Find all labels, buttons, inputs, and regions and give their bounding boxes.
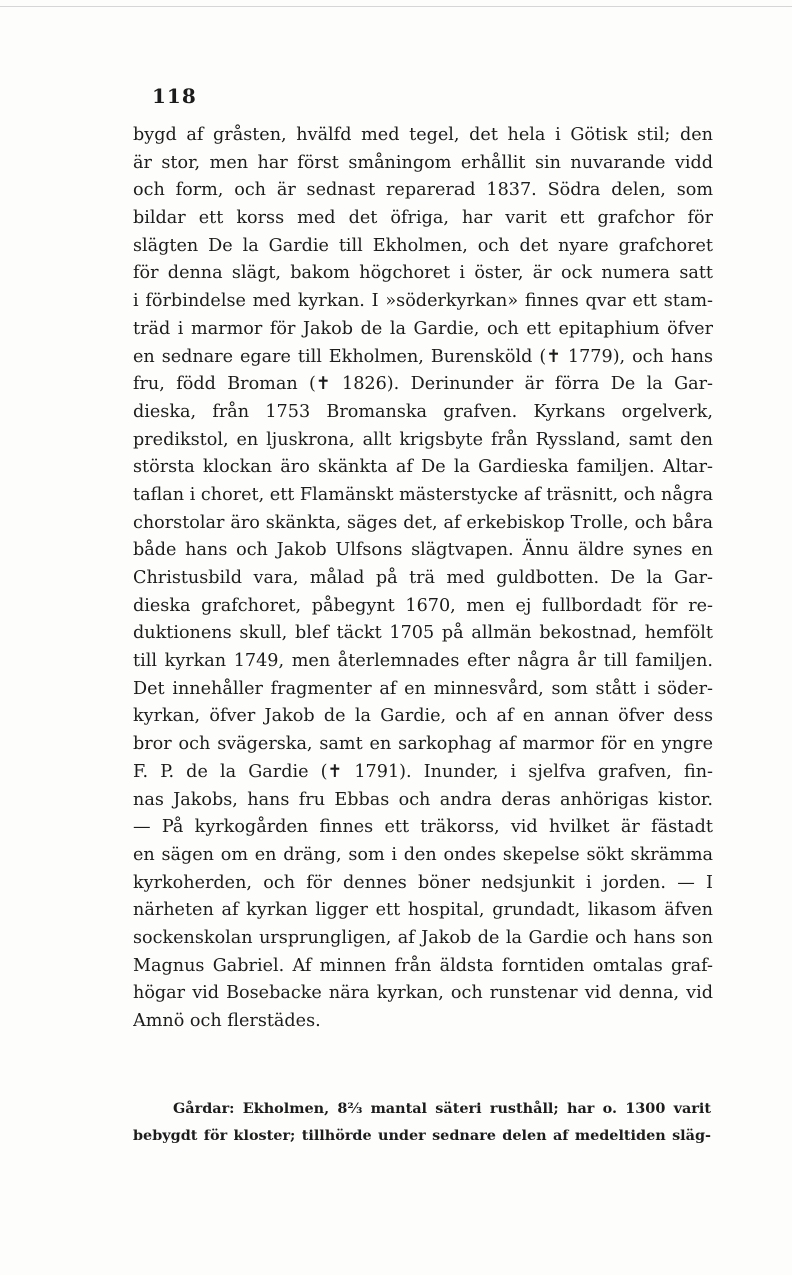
text-line: dieska, från 1753 Bromanska grafven. Kyrkans orgelverk, (133, 401, 713, 422)
text-line: både hans och Jakob Ulfsons slägtvapen. Ännu äldre synes en (133, 540, 713, 561)
text-line: till kyrkan 1749, men återlemnades efter några år till familjen. (133, 651, 713, 672)
body-text (133, 122, 713, 1036)
text-line: Det innehåller fragmenter af en minnesvård, som stått i söder- (133, 678, 713, 699)
text-line: närheten af kyrkan ligger ett hospital, grundadt, likasom äfven (133, 900, 713, 921)
text-line: slägten De la Gardie till Ekholmen, och det nyare grafchoret (133, 235, 713, 256)
footnote-line: Gårdar: Ekholmen, 8⅔ mantal säteri rusthåll; har o. 1300 varit (173, 1100, 711, 1117)
footnote-line: bebygdt för kloster; tillhörde under sednare delen af medeltiden släg- (133, 1127, 711, 1144)
text-line: i förbindelse med kyrkan. I »söderkyrkan» finnes qvar ett stam- (133, 291, 713, 312)
text-line: F. P. de la Gardie (✝ 1791). Inunder, i sjelfva grafven, fin- (133, 761, 713, 782)
footnote (133, 1095, 711, 1149)
text-line: bygd af gråsten, hvälfd med tegel, det hela i Götisk stil; den (133, 125, 713, 145)
text-line: — På kyrkogården finnes ett träkorss, vid hvilket är fästadt (133, 817, 713, 838)
text-line: för denna slägt, bakom högchoret i öster, är ock numera satt (133, 263, 713, 284)
text-line: bildar ett korss med det öfriga, har varit ett grafchor för (133, 208, 713, 229)
text-line: duktionens skull, blef täckt 1705 på allmän bekostnad, hemfölt (133, 623, 713, 644)
text-line: bror och svägerska, samt en sarkophag af marmor för en yngre (133, 734, 713, 755)
text-line: sockenskolan ursprungligen, af Jakob de la Gardie och hans son (133, 927, 713, 948)
text-line: största klockan äro skänkta af De la Gardieska familjen. Altar- (133, 457, 713, 478)
text-line: kyrkan, öfver Jakob de la Gardie, och af en annan öfver dess (133, 706, 713, 727)
text-line: fru, född Broman (✝ 1826). Derinunder är förra De la Gar- (133, 374, 713, 395)
text-line: predikstol, en ljuskrona, allt krigsbyte från Ryssland, samt den (133, 429, 713, 450)
text-line: högar vid Bosebacke nära kyrkan, och runstenar vid denna, vid (133, 983, 713, 1004)
text-line: och form, och är sednast reparerad 1837. Södra delen, som (133, 180, 713, 201)
text-line: är stor, men har först småningom erhållit sin nuvarande vidd (133, 152, 713, 173)
text-line: Christusbild vara, målad på trä med guldbotten. De la Gar- (133, 568, 713, 588)
text-line: chorstolar äro skänkta, säges det, af erkebiskop Trolle, och båra (133, 512, 713, 533)
text-line: nas Jakobs, hans fru Ebbas och andra deras anhörigas kistor. (133, 789, 713, 810)
text-line: en sägen om en dräng, som i den ondes skepelse sökt skrämma (133, 844, 713, 865)
page-number: 118 (152, 84, 197, 108)
text-line: taflan i choret, ett Flamänskt mästerstycke af träsnitt, och några (133, 484, 713, 505)
text-line: en sednare egare till Ekholmen, Burensköld (✝ 1779), och hans (133, 346, 713, 367)
text-line: kyrkoherden, och för dennes böner nedsjunkit i jorden. — I (133, 872, 713, 893)
text-line: träd i marmor för Jakob de la Gardie, och ett epitaphium öfver (133, 318, 713, 339)
page-top-edge (0, 6, 792, 7)
text-line: dieska grafchoret, påbegynt 1670, men ej fullbordadt för re- (133, 595, 713, 616)
text-line: Magnus Gabriel. Af minnen från äldsta forntiden omtalas graf- (133, 955, 713, 976)
text-line: Amnö och flerstädes. (133, 1011, 321, 1031)
